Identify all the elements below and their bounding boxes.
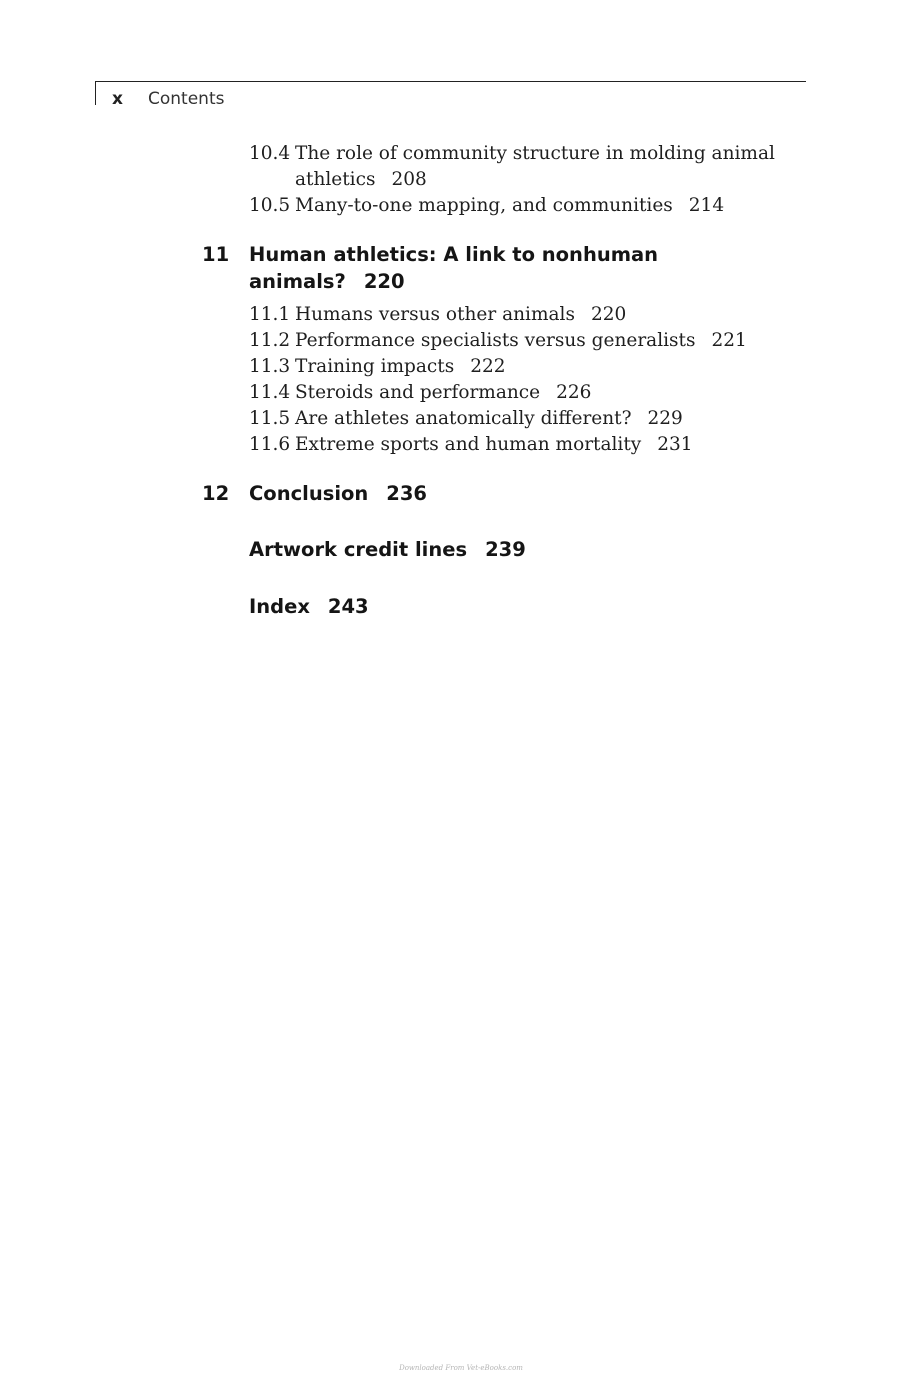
page-number: 220 (363, 270, 405, 293)
section-number: 10.5 (249, 195, 291, 216)
section-title: Extreme sports and human mortality (295, 434, 642, 455)
page-number: 239 (485, 538, 526, 561)
toc-entry-11-6[interactable] (249, 432, 693, 458)
page-number: 222 (470, 356, 506, 377)
toc-entry-11-3[interactable] (249, 354, 506, 380)
download-watermark: Downloaded From Vet-eBooks.com (399, 1364, 523, 1372)
running-head-title: Contents (148, 89, 225, 109)
toc-entry-11-1[interactable] (249, 302, 626, 328)
chapter-number: 11 (202, 243, 230, 266)
page-number: 221 (711, 330, 747, 351)
page-number: 226 (556, 382, 592, 403)
section-title: Many-to-one mapping, and communities (295, 195, 673, 216)
page-number: 231 (657, 434, 693, 455)
section-title-continued: athletics (295, 169, 376, 190)
section-number: 10.4 (249, 143, 291, 164)
page-number: 229 (647, 408, 683, 429)
page-number: 208 (391, 169, 427, 190)
page-number: 214 (688, 195, 725, 216)
chapter-title: Human athletics: A link to nonhuman (249, 243, 659, 266)
header-rule (95, 81, 806, 82)
section-title: Humans versus other animals (295, 304, 575, 325)
running-head (112, 88, 224, 110)
section-title: Performance specialists versus generalists (295, 330, 696, 351)
section-number: 11.2 (249, 330, 291, 351)
toc-index[interactable] (249, 593, 369, 620)
backmatter-title: Artwork credit lines (249, 538, 468, 561)
section-number: 11.1 (249, 304, 291, 325)
toc-entry-10-4[interactable] (249, 141, 775, 167)
section-title: The role of community structure in molding animal (295, 143, 775, 164)
section-number: 11.3 (249, 356, 291, 377)
chapter-number: 12 (202, 482, 230, 505)
section-title: Are athletes anatomically different? (295, 408, 632, 429)
toc-entry-10-5[interactable] (249, 193, 724, 219)
section-number: 11.4 (249, 382, 291, 403)
section-number: 11.5 (249, 408, 291, 429)
section-title: Steroids and performance (295, 382, 541, 403)
backmatter-title: Index (249, 595, 310, 618)
toc-entry-11-5[interactable] (249, 406, 683, 432)
chapter-title-continued: animals? (249, 270, 346, 293)
page-number: 236 (386, 482, 428, 505)
toc-chapter-11-continued[interactable] (249, 268, 405, 295)
page-folio: x (112, 89, 123, 109)
toc-chapter-11[interactable] (249, 241, 658, 268)
toc-entry-11-2[interactable] (249, 328, 747, 354)
section-number: 11.6 (249, 434, 291, 455)
chapter-title: Conclusion (249, 482, 369, 505)
section-title: Training impacts (295, 356, 455, 377)
toc-entry-11-4[interactable] (249, 380, 591, 406)
header-corner-rule (95, 81, 96, 105)
page-number: 243 (327, 595, 369, 618)
toc-artwork-credit-lines[interactable] (249, 536, 526, 563)
toc-chapter-12[interactable] (249, 480, 427, 507)
toc-entry-10-4-continued[interactable] (295, 167, 427, 193)
page-number: 220 (590, 304, 627, 325)
